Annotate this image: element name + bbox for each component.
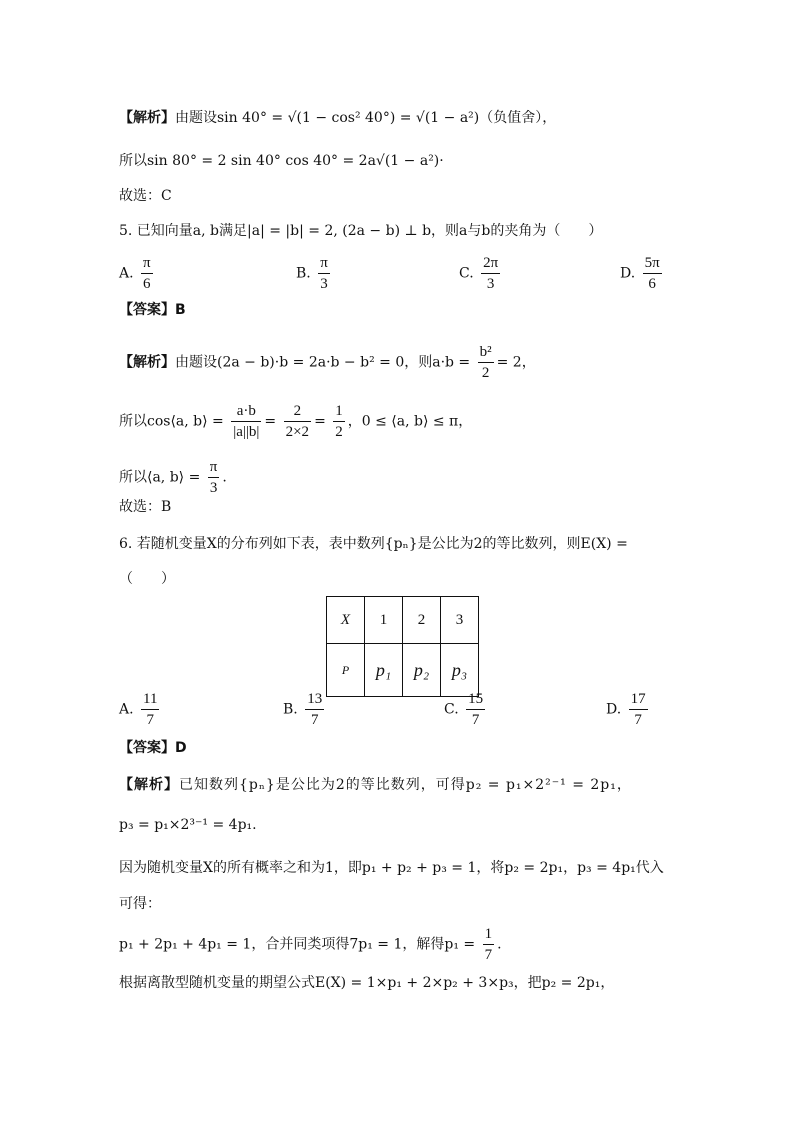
fraction — [208, 458, 220, 497]
analysis-label: 【解析】 — [119, 110, 175, 126]
q5-cos-tail: ，0 ≤ ⟨a, b⟩ ≤ π， — [347, 413, 473, 430]
q5-option-a — [119, 254, 156, 293]
fraction-numerator: 5π — [643, 254, 662, 274]
q6-option-a — [119, 690, 162, 729]
fraction-numerator: π — [208, 458, 220, 478]
option-fraction — [141, 690, 159, 729]
q6-analysis-line3: 因为随机变量X的所有概率之和为1，即p₁ + p₂ + p₃ = 1，将p₂ = 2p₁，p₃ = 4p₁代入 — [119, 860, 664, 876]
option-letter: D. — [606, 701, 622, 718]
q6-option-d — [606, 690, 651, 729]
q6-analysis-line6: 根据离散型随机变量的期望公式E(X) = 1×p₁ + 2×p₂ + 3×p₃，把p₂ = 2p₁， — [119, 975, 615, 991]
fraction-numerator: 15 — [466, 690, 485, 710]
fraction-denominator: 7 — [146, 712, 154, 728]
fraction-denominator: 6 — [648, 276, 656, 292]
equals-sign: = — [264, 413, 277, 430]
fraction-denominator: 7 — [310, 712, 319, 728]
option-letter: B. — [296, 265, 311, 282]
q6-analysis-text: 已知数列{pₙ}是公比为2的等比数列，可得p₂ = p₁×2²⁻¹ = 2p₁， — [179, 777, 632, 793]
table-cell: 2 — [403, 597, 441, 644]
q5-cos-head: 所以cos⟨a, b⟩ = — [119, 413, 224, 430]
option-letter: D. — [620, 265, 636, 282]
q5-angle-head: 所以⟨a, b⟩ = — [119, 469, 201, 486]
q5-analysis-line4: 故选：B — [119, 499, 172, 515]
q4-analysis-line3: 故选：C — [119, 188, 172, 204]
option-letter: A. — [119, 265, 134, 282]
analysis-label: 【解析】 — [119, 777, 179, 793]
option-letter: A. — [119, 701, 134, 718]
fraction-denominator: 7 — [634, 712, 642, 728]
q5-option-d — [620, 254, 665, 293]
fraction-numerator: 1 — [483, 925, 495, 945]
option-fraction — [141, 254, 153, 293]
fraction-numerator: 2π — [481, 254, 500, 274]
fraction-numerator: π — [141, 254, 153, 274]
option-letter: C. — [459, 265, 474, 282]
option-fraction — [305, 690, 324, 729]
fraction-numerator: 13 — [305, 690, 324, 710]
q5-analysis-line1 — [119, 343, 536, 382]
fraction — [478, 343, 494, 382]
q6-stem-line2: （ ） — [119, 571, 175, 587]
q5-analysis-line3 — [119, 458, 227, 497]
q5-analysis-tail: = 2， — [496, 354, 536, 371]
q6-analysis-line1 — [119, 774, 632, 796]
table-row — [327, 597, 479, 644]
fraction-numerator: 11 — [141, 690, 159, 710]
q5-analysis-text: 由题设(2a − b)·b = 2a·b − b² = 0，则a·b = — [175, 354, 471, 371]
table-cell: 3 — [441, 597, 479, 644]
fraction-denominator: 2 — [481, 365, 490, 381]
fraction-numerator: 17 — [629, 690, 648, 710]
fraction-denominator: 2 — [335, 424, 343, 440]
q4-analysis-line2: 所以sin 80° = 2 sin 40° cos 40° = 2a√(1 − a²)· — [119, 153, 444, 169]
q6-analysis-line4: 可得： — [119, 896, 161, 912]
equals-sign: = — [314, 413, 326, 430]
fraction — [333, 402, 345, 441]
fraction-denominator: 2×2 — [285, 424, 310, 440]
option-fraction — [318, 254, 330, 293]
table-row — [327, 644, 479, 697]
fraction-denominator: 3 — [209, 480, 218, 496]
option-fraction — [629, 690, 648, 729]
period: . — [222, 469, 227, 486]
fraction-denominator: 3 — [320, 276, 328, 292]
fraction-numerator: 2 — [284, 402, 311, 422]
table-cell: p₁ — [365, 644, 403, 697]
q4-analysis-text: 由题设sin 40° = √(1 − cos² 40°) = √(1 − a²)（负值舍）， — [175, 110, 557, 126]
q5-analysis-line2 — [119, 402, 472, 441]
fraction — [231, 402, 261, 441]
table-cell: X — [327, 597, 365, 644]
fraction — [483, 925, 495, 964]
q6-analysis-line5 — [119, 925, 502, 964]
q6-answer: 【答案】D — [119, 740, 187, 756]
q5-stem: 5. 已知向量a, b满足|a| = |b| = 2, (2a − b) ⊥ b，则a与b的夹角为（ ） — [119, 223, 603, 239]
option-letter: B. — [283, 701, 298, 718]
q6-option-c — [444, 690, 488, 729]
analysis-label: 【解析】 — [119, 354, 175, 371]
q5-option-c — [459, 254, 503, 293]
q6-solve-head: p₁ + 2p₁ + 4p₁ = 1，合并同类项得7p₁ = 1，解得p₁ = — [119, 936, 476, 953]
option-fraction — [466, 690, 485, 729]
fraction-numerator: 1 — [333, 402, 345, 422]
fraction — [284, 402, 311, 441]
table-cell: 1 — [365, 597, 403, 644]
fraction-numerator: a·b — [231, 402, 261, 422]
table-cell: P — [327, 644, 365, 697]
table-cell: p₃ — [441, 644, 479, 697]
q6-option-b — [283, 690, 327, 729]
option-letter: C. — [444, 701, 459, 718]
distribution-table — [326, 596, 479, 697]
q5-option-b — [296, 254, 333, 293]
fraction-denominator: 7 — [471, 712, 480, 728]
fraction-numerator: π — [318, 254, 330, 274]
option-fraction — [643, 254, 662, 293]
fraction-denominator: 3 — [486, 276, 495, 292]
fraction-denominator: |a||b| — [233, 424, 260, 440]
q6-analysis-line2: p₃ = p₁×2³⁻¹ = 4p₁. — [119, 817, 257, 833]
fraction-denominator: 6 — [143, 276, 151, 292]
option-fraction — [481, 254, 500, 293]
q6-stem-line1: 6. 若随机变量X的分布列如下表，表中数列{pₙ}是公比为2的等比数列，则E(X) = — [119, 536, 628, 552]
table-cell: p₂ — [403, 644, 441, 697]
fraction-numerator: b² — [478, 343, 494, 363]
q4-analysis-line1 — [119, 107, 556, 129]
period: . — [497, 936, 502, 953]
q5-answer: 【答案】B — [119, 302, 186, 318]
fraction-denominator: 7 — [484, 947, 493, 963]
